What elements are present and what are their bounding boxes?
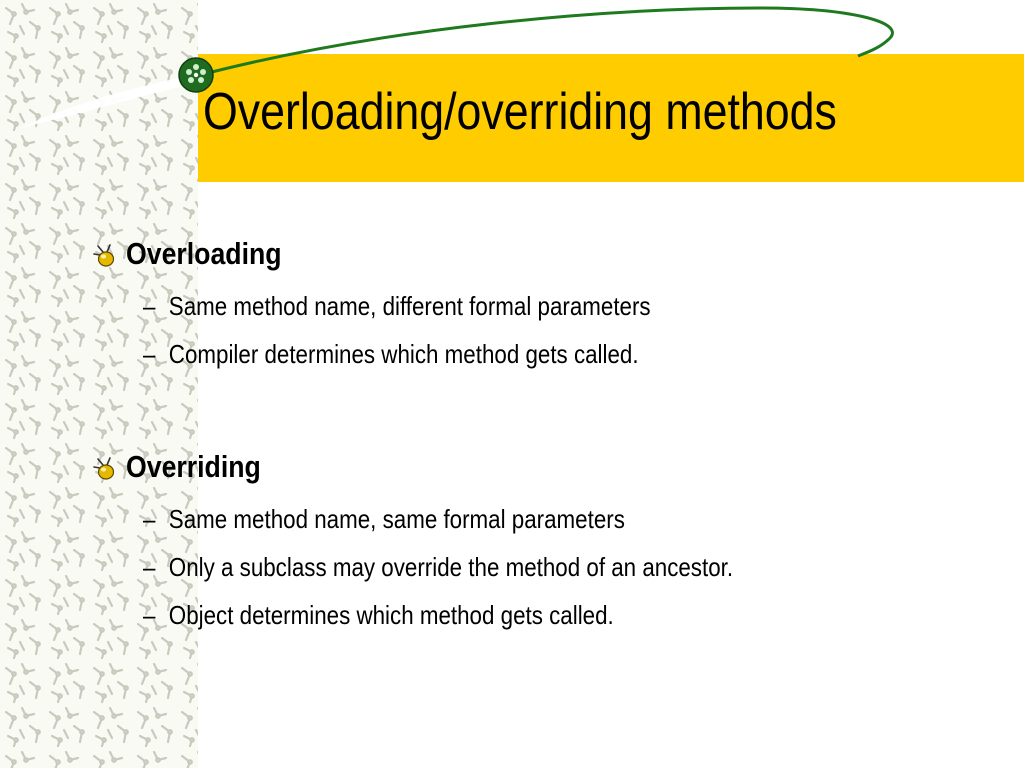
section-heading-overloading: Overloading bbox=[126, 236, 282, 271]
list-item bbox=[143, 290, 651, 322]
list-item-text: Object determines which method gets called. bbox=[168, 600, 614, 630]
list-item bbox=[143, 503, 625, 535]
sub-bullet-dash: – bbox=[143, 504, 156, 534]
sub-bullet-dash: – bbox=[143, 600, 156, 630]
list-item-text: Same method name, different formal parameters bbox=[168, 291, 651, 321]
list-item bbox=[143, 338, 639, 370]
list-item bbox=[143, 551, 733, 583]
section-heading-overriding: Overriding bbox=[126, 449, 261, 484]
list-item-text: Compiler determines which method gets called. bbox=[168, 339, 639, 369]
list-item bbox=[143, 599, 614, 631]
list-item-text: Same method name, same formal parameters bbox=[168, 504, 625, 534]
sub-bullet-dash: – bbox=[143, 291, 156, 321]
insect-bullet-icon bbox=[90, 240, 120, 270]
list-item-text: Only a subclass may override the method of an ancestor. bbox=[168, 552, 734, 582]
sub-bullet-dash: – bbox=[143, 339, 156, 369]
slide-title: Overloading/overriding methods bbox=[203, 83, 837, 141]
sub-bullet-dash: – bbox=[143, 552, 156, 582]
insect-bullet-icon bbox=[90, 453, 120, 483]
